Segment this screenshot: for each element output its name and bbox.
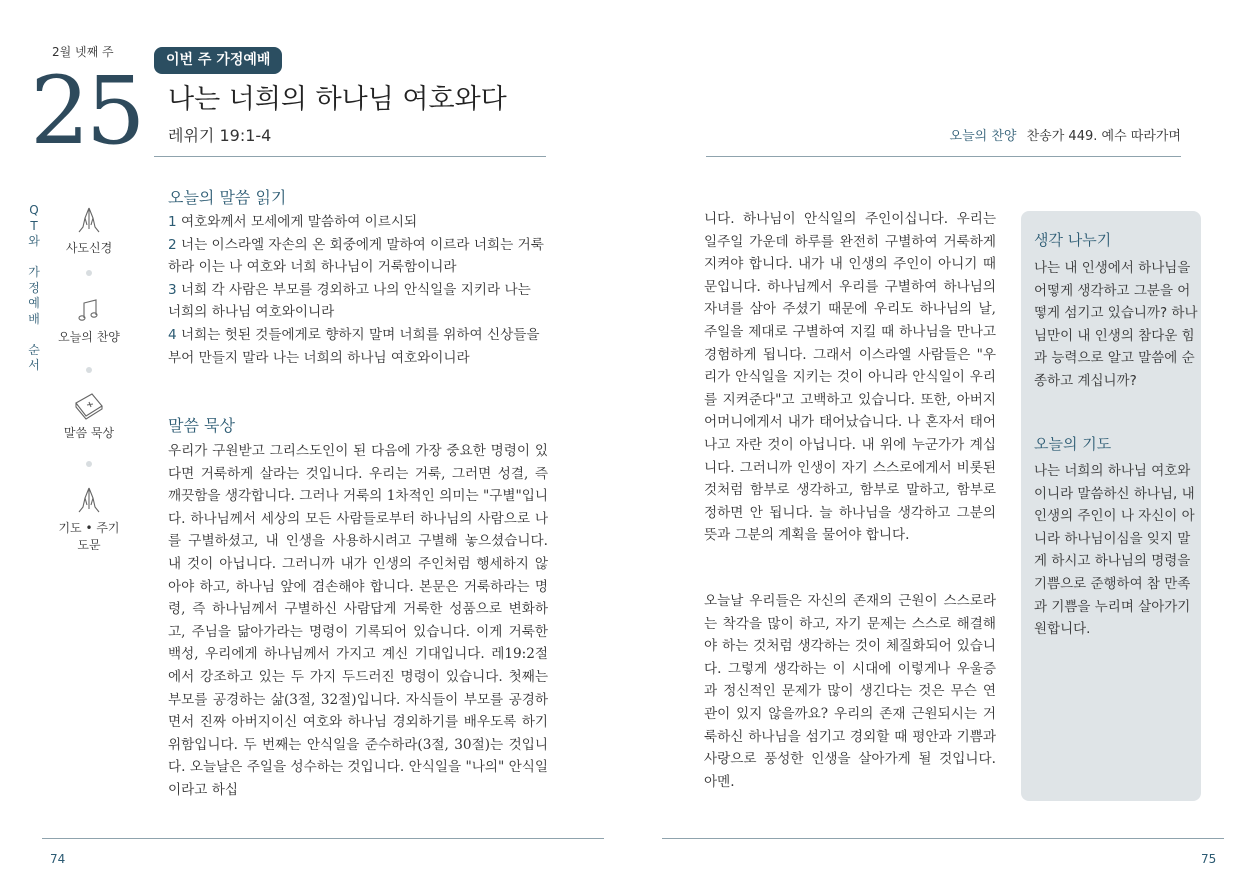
- verse: 2 너는 이스라엘 자손의 온 회중에게 말하여 이르라 너희는 거룩하라 이는 나 여호와 너희 하나님이 거룩함이니라: [168, 236, 544, 276]
- footer-divider-left: [42, 838, 604, 839]
- sidebar-label-prayer: 기도 • 주기도문: [58, 521, 120, 552]
- hymn-title: 찬송가 449. 예수 따라가며: [1026, 129, 1181, 144]
- reading-heading: 오늘의 말씀 읽기: [168, 188, 287, 207]
- page-number-right: 75: [1201, 852, 1217, 866]
- sidebar-label-meditation: 말씀 묵상: [63, 426, 115, 440]
- bible-icon: [72, 390, 106, 420]
- praying-hands-icon: [74, 205, 104, 235]
- hymn-label: 오늘의 찬양: [949, 129, 1017, 144]
- sidebar-vertical-title: Q T 와 가 정 예 배 순 서: [28, 203, 40, 372]
- header-divider-left: [154, 156, 546, 157]
- scripture-reference: 레위기 19:1-4: [168, 126, 272, 145]
- page-title: 나는 너희의 하나님 여호와다: [168, 84, 507, 115]
- weekly-worship-badge: 이번 주 가정예배: [154, 47, 282, 74]
- sidebar-item-prayer: [54, 485, 124, 553]
- day-number: 25: [30, 57, 142, 166]
- share-text: 나는 내 인생에서 하나님을 어떻게 생각하고 그분을 어떻게 섬기고 있습니까? 하나님만이 내 인생의 참다운 힘과 능력으로 알고 말씀에 순종하고 계십니까?: [1034, 260, 1198, 389]
- share-heading: 생각 나누기: [1034, 231, 1112, 249]
- week-label: 2월 넷째 주: [52, 45, 114, 59]
- reflection-card: [1021, 211, 1201, 801]
- music-note-icon: [74, 298, 104, 324]
- sidebar-label-hymn: 오늘의 찬양: [58, 330, 120, 344]
- prayer-text: 나는 너희의 하나님 여호와이니라 말씀하신 하나님, 내 인생의 주인이 나 자신이 아니라 하나님이심을 잊지 말게 하시고 하나님의 명령을 기쁨으로 준행하여 참 만족과 기쁨을 누리며 살아가기 원합니다.: [1034, 463, 1195, 638]
- verse: 1 여호와께서 모세에게 말씀하여 이르시되: [168, 214, 418, 230]
- sidebar-item-creed: [54, 205, 124, 256]
- meditation-text: 우리가 구원받고 그리스도인이 된 다음에 가장 중요한 명령이 있다면 거룩하게 살라는 것입니다. 우리는 거룩, 그러면 성결, 즉 깨끗함을 생각합니다. 그러나 거룩의 1차적인 의미는 "구별"입니다. 하나님께서 세상의 모든 사람들로부터 하나님의 사람으로 나를 구별하셨고, 내 인생을 사용하시려고 구별해 놓으셨습니다. 내 것이 아닙니다. 그러니까 내가 인생의 주인처럼 행세하지 않아야 하고, 하나님 앞에 겸손해야 합니다. 본문은 거룩하라는 명령, 즉 하나님께서 구별하신 사람답게 거룩한 성품으로 변화하고, 주님을 닮아가라는 명령이 기록되어 있습니다. 이게 거룩한 백성, 우리에게 하나님께서 가지고 계신 기대입니다. 레19:2절에서 강조하고 있는 두 가지 두드러진 명령이 있습니다. 첫째는 부모를 공경하는 삶(3절, 32절)입니다. 자식들이 부모를 공경하면서 진짜 아버지이신 여호와 하나님 경외하기를 배우도록 하기 위함입니다. 두 번째는 안식일을 준수하라(3절, 30절)는 것입니다. 오늘날은 주일을 성수하는 것입니다. 안식일을 "나의" 안식일이라고 하십: [168, 443, 548, 798]
- sidebar-dot: [86, 461, 92, 467]
- prayer-heading: 오늘의 기도: [1034, 435, 1112, 453]
- header-divider-right: [706, 156, 1181, 157]
- today-hymn: [950, 125, 1181, 144]
- sidebar-dot: [86, 367, 92, 373]
- closing-paragraph: 오늘날 우리들은 자신의 존재의 근원이 스스로라는 착각을 많이 하고, 자기 문제는 스스로 해결해야 하는 것처럼 생각하는 것이 체질화되어 있습니다. 그렇게 생각하는 이 시대에 이렇게나 우울증과 정신적인 문제가 많이 생긴다는 것은 무슨 연관이 있지 않을까요? 우리의 존재 근원되시는 거룩하신 하나님을 섬기고 경외할 때 평안과 기쁨과 사랑으로 풍성한 인생을 살아가게 될 것입니다. 아멘.: [704, 593, 996, 790]
- sidebar-dot: [86, 270, 92, 276]
- sidebar-label-creed: 사도신경: [65, 241, 113, 255]
- verses-block: [168, 211, 548, 369]
- sidebar-item-meditation: [54, 390, 124, 441]
- verse: 3 너희 각 사람은 부모를 경외하고 나의 안식일을 지키라 나는 너희의 하나님 여호와이니라: [168, 281, 531, 321]
- meditation-continued-text: 니다. 하나님이 안식일의 주인이십니다. 우리는 일주일 가운데 하루를 완전히 구별하여 거룩하게 지켜야 합니다. 내가 내 인생의 주인이 아니기 때문입니다. 하나님께서 우리를 구별하여 하나님의 자녀를 삼아 주셨기 때문에 우리도 하나님의 날, 주일을 제대로 구별하여 지킬 때 하나님을 만나고 경험하게 됩니다. 그래서 이스라엘 사람들은 "우리가 안식일을 지키는 것이 아니라 안식일이 우리를 지켜준다"고 고백하고 있습니다. 또한, 아버지 어머니에게서 내가 태어났습니다. 나 혼자서 태어나고 자란 것이 아닙니다. 내 위에 누군가가 계십니다. 그러니까 인생이 자기 스스로에게서 비롯된 것처럼 함부로 생각하고, 함부로 말하고, 함부로 정하면 안 됩니다. 늘 하나님을 생각하고 그분의 뜻과 그분의 계획을 물어야 합니다.: [704, 211, 996, 544]
- sidebar-item-hymn: [54, 298, 124, 345]
- footer-divider-right: [662, 838, 1224, 839]
- verse: 4 너희는 헛된 것들에게로 향하지 말며 너희를 위하여 신상들을 부어 만들지 말라 나는 너희의 하나님 여호와이니라: [168, 326, 540, 366]
- meditation-heading: 말씀 묵상: [168, 416, 235, 435]
- page-number-left: 74: [50, 852, 66, 866]
- praying-hands-icon: [74, 485, 104, 515]
